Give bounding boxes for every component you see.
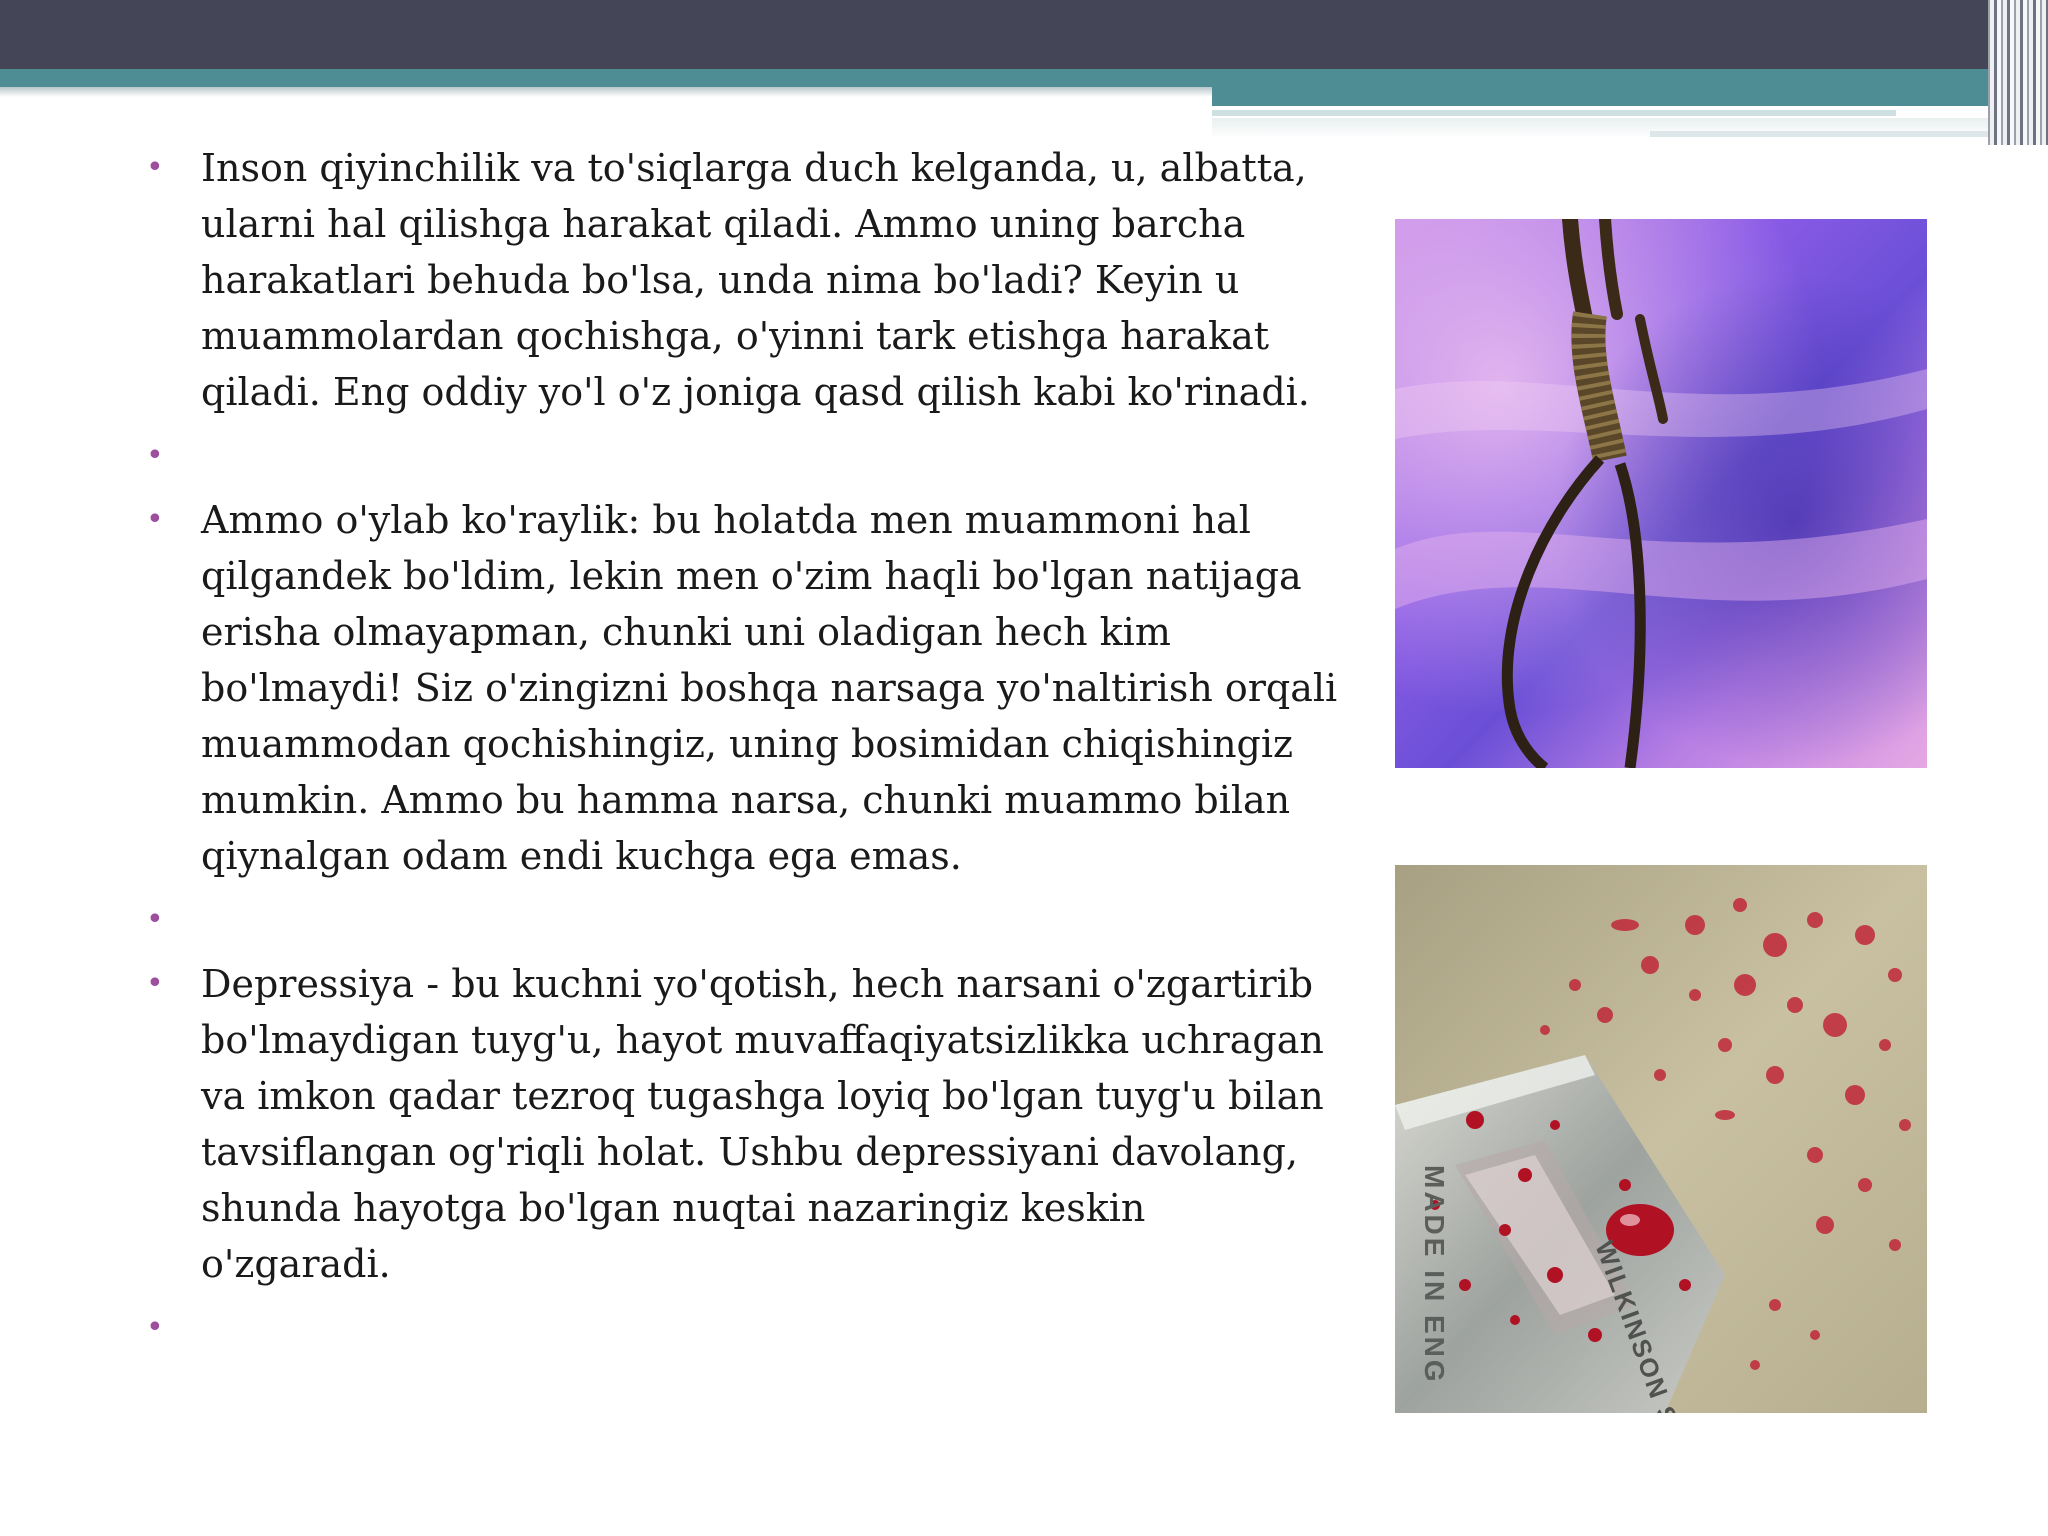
paragraph-2: Ammo o'ylab ko'raylik: bu holatda men muammoni hal qilgandek bo'ldim, lekin men o'zim haqli bo'lgan natijaga erisha olmayapman, chunki uni oladigan hech kim bo'lmaydi! Siz o'zingizni boshqa narsaga yo'naltirish orqali muammodan qochishingiz, uning bosimidan chiqishingiz mumkin. Ammo bu hamma narsa, chunki muammo bilan qiynalgan odam endi kuchga ega emas. — [201, 498, 1338, 878]
razor-blade-icon — [1395, 865, 1927, 1413]
bullet-item — [146, 1300, 1346, 1356]
header-accent-line-short — [1650, 131, 2010, 137]
header-teal-band — [0, 69, 1212, 87]
bullet-item — [146, 492, 1346, 884]
header-dark-band — [0, 0, 2048, 69]
bullet-dot: • — [146, 438, 164, 473]
bullet-item — [146, 428, 1346, 484]
noose-rope-image — [1395, 219, 1927, 768]
bullet-dot: • — [146, 150, 164, 185]
bullet-item — [146, 140, 1346, 420]
blade-text-made-in: MADE IN ENG — [1419, 1165, 1450, 1385]
bullet-dot: • — [146, 502, 164, 537]
bullet-item — [146, 892, 1346, 948]
paragraph-1: Inson qiyinchilik va to'siqlarga duch kelganda, u, albatta, ularni hal qilishga harakat qiladi. Ammo uning barcha harakatlari behuda bo'lsa, unda nima bo'ladi? Keyin u muammolardan qochishga, o'yinni tark etishga harakat qiladi. Eng oddiy yo'l o'z joniga qasd qilish kabi ko'rinadi. — [201, 146, 1310, 414]
bullet-dot: • — [146, 966, 164, 1001]
header-accent-line — [1212, 110, 1896, 116]
bullet-dot: • — [146, 1310, 164, 1345]
paragraph-3: Depressiya - bu kuchni yo'qotish, hech narsani o'zgartirib bo'lmaydigan tuyg'u, hayot muvaffaqiyatsizlikka uchragan va imkon qadar tezroq tugashga loyiq bo'lgan tuyg'u bilan tavsiflangan og'riqli holat. Ushbu depressiyani davolang, shunda hayotga bo'lgan nuqtai nazaringiz keskin o'zgaradi. — [201, 962, 1324, 1286]
bloody-razor-blade-image — [1395, 865, 1927, 1413]
header-teal-band-right — [1212, 69, 2000, 106]
header-corner-stripes — [1988, 0, 2048, 145]
bullet-dot: • — [146, 902, 164, 937]
bullet-list — [146, 140, 1346, 1364]
noose-rope-icon — [1395, 219, 1927, 768]
header-shadow — [0, 87, 1212, 97]
bullet-item — [146, 956, 1346, 1292]
